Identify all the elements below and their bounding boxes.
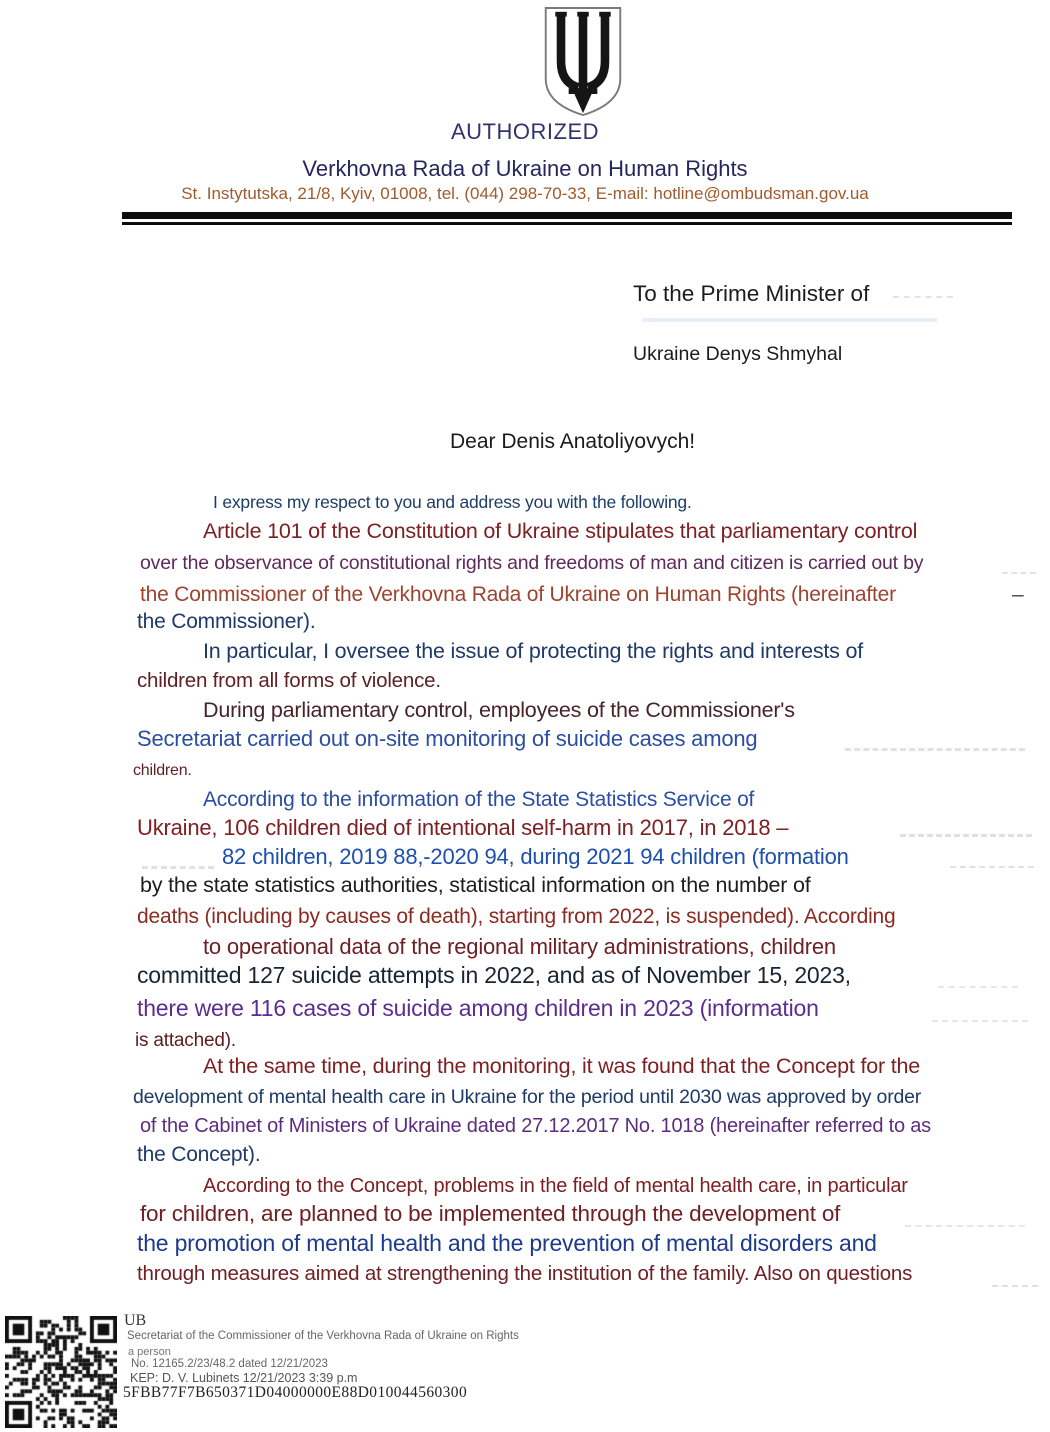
header-divider bbox=[122, 212, 1012, 225]
document-line: by the state statistics authorities, statistical information on the number of bbox=[140, 873, 811, 897]
document-line: the Commissioner of the Verkhovna Rada of Ukraine on Human Rights (hereinafter bbox=[140, 583, 896, 606]
document-line: over the observance of constitutional rights and freedoms of man and citizen is carried out by bbox=[140, 552, 924, 574]
document-line: Ukraine, 106 children died of intentional self-harm in 2017, in 2018 – bbox=[137, 815, 789, 840]
qr-code-image bbox=[5, 1316, 117, 1428]
document-line: the promotion of mental health and the prevention of mental disorders and bbox=[137, 1230, 877, 1256]
salutation: Dear Denis Anatoliyovych! bbox=[450, 430, 696, 453]
ocr-artifact bbox=[893, 296, 953, 298]
document-line: Article 101 of the Constitution of Ukraine stipulates that parliamentary control bbox=[203, 519, 918, 543]
document-line: deaths (including by causes of death), starting from 2022, is suspended). According bbox=[137, 905, 896, 928]
document-line: In particular, I oversee the issue of protecting the rights and interests of bbox=[203, 639, 864, 663]
document-line: 82 children, 2019 88,-2020 94, during 2021 94 children (formation bbox=[222, 844, 849, 869]
document-line: committed 127 suicide attempts in 2022, and as of November 15, 2023, bbox=[137, 962, 851, 988]
document-line: the Concept). bbox=[137, 1143, 261, 1166]
document-line: to operational data of the regional military administrations, children bbox=[203, 934, 836, 959]
signature-org-line: Secretariat of the Commissioner of the Verkhovna Rada of Ukraine on Rights bbox=[127, 1330, 519, 1342]
document-line: During parliamentary control, employees of the Commissioner's bbox=[203, 698, 795, 722]
document-line: of the Cabinet of Ministers of Ukraine dated 27.12.2017 No. 1018 (hereinafter referred to as bbox=[140, 1115, 931, 1137]
signature-hash: 5FBB77F7B650371D04000000E88D010044560300 bbox=[123, 1384, 468, 1401]
document-line: development of mental health care in Ukraine for the period until 2030 was approved by order bbox=[133, 1086, 922, 1108]
ocr-artifact bbox=[932, 1020, 1028, 1022]
document-line: is attached). bbox=[135, 1030, 236, 1051]
ocr-artifact bbox=[642, 318, 938, 322]
document-line: children from all forms of violence. bbox=[137, 669, 441, 692]
authorized-label: AUTHORIZED bbox=[451, 119, 599, 144]
document-line: through measures aimed at strengthening the institution of the family. Also on questions bbox=[137, 1262, 913, 1285]
document-number: No. 12165.2/23/48.2 dated 12/21/2023 bbox=[131, 1358, 328, 1370]
document-line: Secretariat carried out on-site monitoring of suicide cases among bbox=[137, 726, 758, 751]
document-line: At the same time, during the monitoring, it was found that the Concept for the bbox=[203, 1054, 920, 1078]
document-line: According to the Concept, problems in the field of mental health care, in particular bbox=[203, 1175, 908, 1197]
ocr-artifact bbox=[905, 1225, 1025, 1227]
document-line: the Commissioner). bbox=[137, 610, 316, 633]
ocr-artifact bbox=[950, 866, 1034, 868]
document-line: for children, are planned to be implemented through the development of bbox=[140, 1201, 841, 1226]
recipient-line-1: To the Prime Minister of bbox=[633, 281, 870, 306]
organization-name: Verkhovna Rada of Ukraine on Human Rights bbox=[302, 156, 748, 181]
document-line: there were 116 cases of suicide among children in 2023 (information bbox=[137, 995, 819, 1021]
ocr-artifact bbox=[142, 866, 214, 869]
ocr-artifact bbox=[845, 748, 1025, 751]
kep-signature-line: KEP: D. V. Lubinets 12/21/2023 3:39 p.m bbox=[130, 1371, 358, 1385]
ocr-artifact bbox=[938, 986, 1018, 988]
stamp-initials: UB bbox=[124, 1312, 147, 1329]
ocr-artifact bbox=[1002, 572, 1036, 574]
document-line: children. bbox=[133, 762, 192, 779]
signature-person-line: a person bbox=[128, 1346, 171, 1358]
ocr-artifact bbox=[900, 834, 1032, 837]
ukraine-trident-icon bbox=[540, 4, 626, 119]
document-line: According to the information of the State Statistics Service of bbox=[203, 788, 755, 811]
document-line: – bbox=[1012, 583, 1024, 606]
recipient-line-2: Ukraine Denys Shmyhal bbox=[633, 343, 843, 365]
organization-address: St. Instytutska, 21/8, Kyiv, 01008, tel. (044) 298-70-33, E-mail: hotline@ombudsman.gov.ua bbox=[181, 184, 869, 203]
ocr-artifact bbox=[992, 1285, 1038, 1287]
document-line: I express my respect to you and address you with the following. bbox=[213, 492, 692, 512]
